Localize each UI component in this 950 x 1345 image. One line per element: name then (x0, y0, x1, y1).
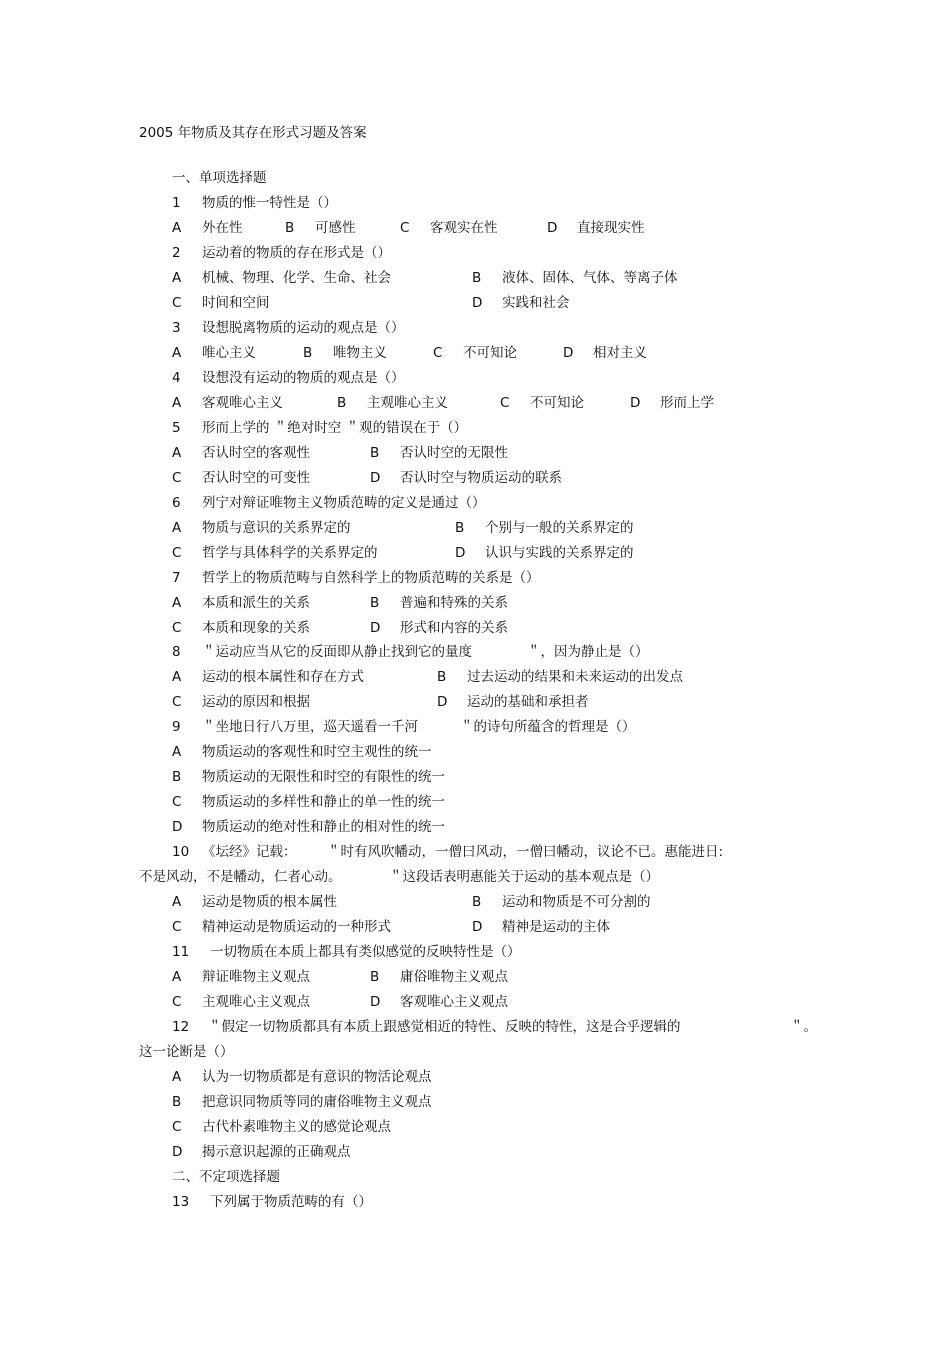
document-title: 2005 年物质及其存在形式习题及答案 (139, 125, 367, 141)
document-page: 2005 年物质及其存在形式习题及答案 一、单项选择题 1 物质的惟一特性是（） A 外在性 B 可感性 C 客观实在性 D 直接现实性 2 运动着的物质的存在形式是（） A 机械、物理、化学、生命、社会 B 液体、固体、气体、等离子体 C 时间和空间 D 实践和社会 3 设想脱离物质的运动的观点是（） A 唯心主义 B 唯物主义 C 不可知论 D 相对主义 4 设想没有运动的物质的观点是（） A 客观唯心主义 B 主观唯心主义 C 不可知论 D 形而上学 5 形而上学的 ＂绝对时空 ＂观的错误在于（） A 否认时空的客观性 B 否认时空的无限性 C 否认时空的可变性 D 否认时空与物质运动的联系 6 列宁对辩证唯物主义物质范畴的定义是通过（） A 物质与意识的关系界定的 B 个别与一般的关系界定的 C 哲学与具体科学的关系界定的 D 认识与实践的关系界定的 7 哲学上的物质范畴与自然科学上的物质范畴的关系是（） A 本质和派生的关系 B 普遍和特殊的关系 C 本质和现象的关系 D 形式和内容的关系 8 ＂运动应当从它的反面即从静止找到它的量度 ＂，因为静止是（） A 运动的根本属性和存在方式 B 过去运动的结果和未来运动的出发点 C 运动的原因和根据 D 运动的基础和承担者 9 ＂坐地日行八万里，巡天遥看一千河 ＂的诗句所蕴含的哲理是（） A 物质运动的客观性和时空主观性的统一 B 物质运动的无限性和时空的有限性的统一 C 物质运动的多样性和静止的单一性的统一 D 物质运动的绝对性和静止的相对性的统一 10 《坛经》记载： ＂时有风吹幡动，一僧曰风动，一僧曰幡动，议论不已。惠能进日: 不是风动，不是幡动，仁者心动。 ＂这段话表明惠能关于运动的基本观点是（） A 运动是物质的根本属性 B 运动和物质是不可分割的 C 精神运动是物质运动的一种形式 D 精神是运动的主体 11 一切物质在本质上都具有类似感觉的反映特性是（） A 辩证唯物主义观点 B 庸俗唯物主义观点 C 主观唯心主义观点 D 客观唯心主义观点 12 ＂假定一切物质都具有本质上跟感觉相近的特性、反映的特性，这是合乎逻辑的 ＂。 这一论断是（） A 认为一切物质都是有意识的物活论观点 B 把意识同物质等同的庸俗唯物主义观点 C 古代朴素唯物主义的感觉论观点 D 揭示意识起源的正确观点 二、不定项选择题 13 下列属于物质范畴的有（） (0, 0, 950, 1345)
